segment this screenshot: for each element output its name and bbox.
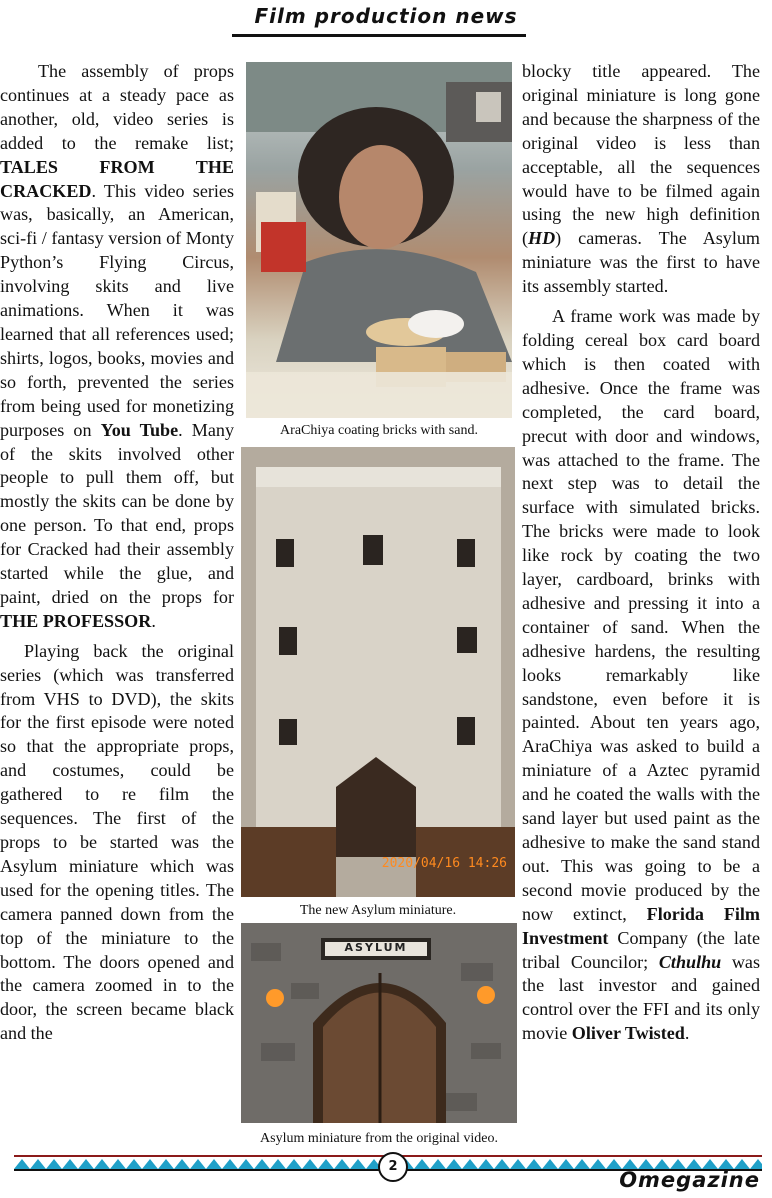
- paragraph: Playing back the original series (which was transferred from VHS to DVD), the skits for the first episode were noted so that the appropriate props, and costumes, could be gathered to re film the sequences. The first of the props to be started was the Asylum miniature which was used for the opening titles. The camera panned down from the top of the miniature to the bottom. The doors opened and the camera zoomed in to the door, the screen became black and the: [0, 640, 234, 1044]
- text-run: ) cameras. The Asylum miniature was the first to have its assembly started.: [522, 228, 760, 297]
- photo-original-asylum: [241, 923, 517, 1123]
- series-title: THE PROFESSOR: [0, 610, 152, 631]
- hd-abbreviation: HD: [528, 228, 556, 249]
- photo-asylum-miniature: [241, 447, 515, 897]
- magazine-brand: Omegazine: [619, 1168, 760, 1192]
- paragraph: [522, 60, 760, 299]
- series-title: TALES FROM THE CRACKED: [0, 156, 234, 201]
- text-run: A frame work was made by folding cereal box card board which is then coated with adhesive. Once the frame was completed, the card board, precut with door and windows, was attached to the frame. The next step was to detail the surface with simulated bricks. The bricks were made to look like rock by coating the two layer, cardboard, brinks with adhesive and pressing it into a container of sand. When the adhesive hardens, the resulting looks remarkably like sandstone, even before it is painted. About ten years ago, AraChiya was asked to build a miniature of a Aztec pyramid and he coated the walls with the sand layer but used paint as the adhesive to make the sand stand out. This was going to be a second movie produced by the now extinct,: [522, 306, 760, 924]
- company-name: Florida Film Investment: [522, 903, 760, 948]
- paragraph: [522, 305, 760, 1046]
- person-name: Cthulhu: [658, 951, 722, 972]
- photo-arachiya: [246, 62, 512, 418]
- movie-title: Oliver Twisted: [571, 1023, 685, 1044]
- title-underline: [232, 34, 526, 37]
- article-column-right: [522, 60, 760, 1046]
- text-run: Company (the late tribal Councilor;: [522, 927, 760, 972]
- text-run: was the last investor and gained control over the FFI and its only movie: [522, 951, 760, 1044]
- platform-name: You Tube: [100, 419, 179, 440]
- paragraph: [0, 60, 234, 634]
- photo-caption: AraChiya coating bricks with sand.: [280, 423, 478, 438]
- text-run: The assembly of props continues at a steady pace as another, old, video series is added to the remake list;: [0, 61, 234, 153]
- text-run: . Many of the skits involved other people to pull them off, but mostly the skits can be done by one person. To that end, props for Cracked had their assembly started while the glue, and paint, dried on the props for: [0, 419, 234, 607]
- asylum-sign: ASYLUM: [344, 941, 408, 954]
- article-column-left: [0, 60, 234, 1046]
- photo-caption: Asylum miniature from the original video.: [260, 1131, 498, 1146]
- page-number: 2: [378, 1152, 408, 1182]
- section-title: Film production news: [254, 4, 518, 28]
- photo-caption: The new Asylum miniature.: [299, 903, 457, 918]
- text-run: .: [684, 1023, 690, 1044]
- photo-timestamp: 2020/04/16 14:26: [381, 856, 507, 871]
- text-run: .: [151, 610, 156, 631]
- text-run: . This video series was, basically, an American, sci-fi / fantasy version of Monty Python’s Flying Circus, involving skits and live animations. When it was learned that all references used; shirts, logos, books, movies and so forth, prevented the series from being used for monetizing purposes on: [0, 180, 234, 440]
- text-run: blocky title appeared. The original miniature is long gone and because the sharpness of the original video is less than acceptable, all the sequences would have to be filmed again using the new high definition (: [522, 61, 760, 249]
